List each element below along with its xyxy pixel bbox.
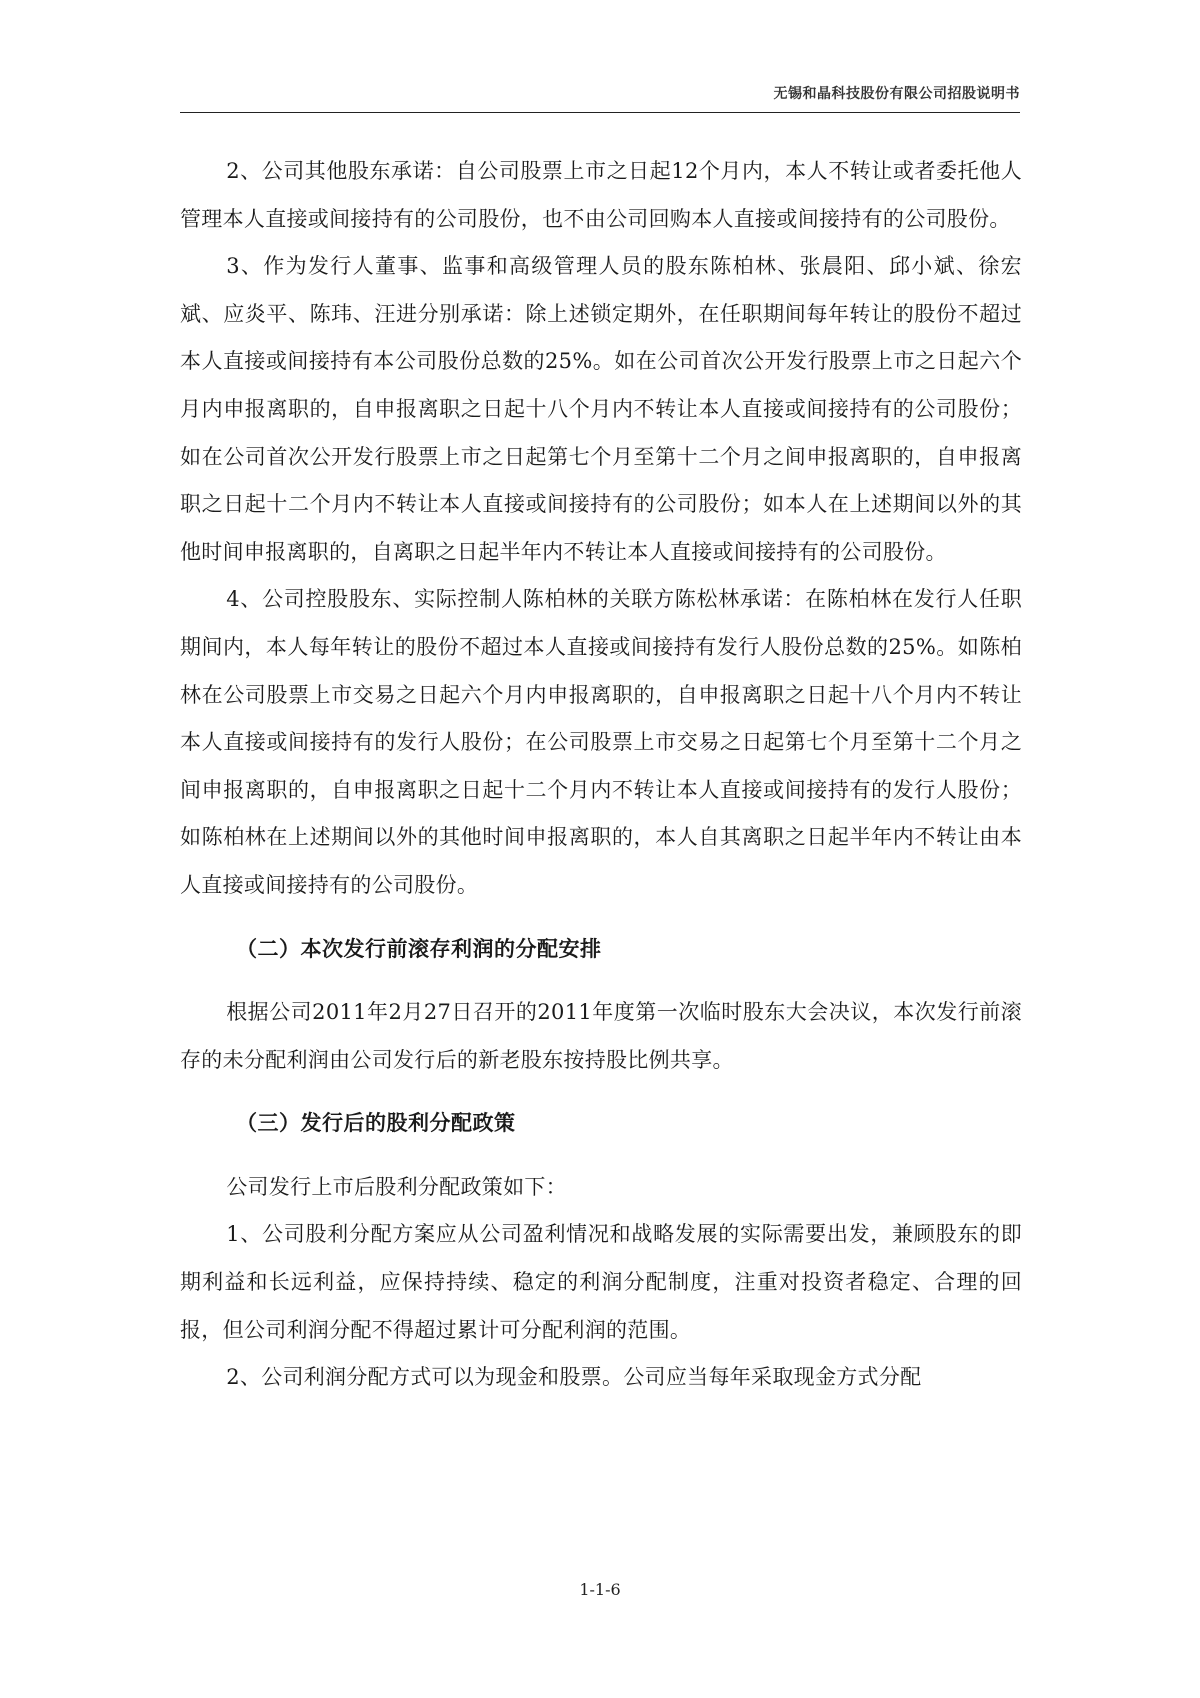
section-heading-retained-profits: （二）本次发行前滚存利润的分配安排 (236, 936, 602, 961)
section-heading-dividend-policy: （三）发行后的股利分配政策 (236, 1111, 516, 1136)
page-body (180, 148, 1022, 1402)
page-header (180, 84, 1020, 113)
paragraph-commitment-related-party: 4、公司控股股东、实际控制人陈柏林的关联方陈松林承诺：在陈柏林在发行人任职期间内，本人每年转让的股份不超过本人直接或间接持有发行人股份总数的25%。如陈柏林在公司股票上市交易之日起六个月内申报离职的，自申报离职之日起十八个月内不转让本人直接或间接持有的发行人股份；在公司股票上市交易之日起第七个月至第十二个月之间申报离职的，自申报离职之日起十二个月内不转让本人直接或间接持有的发行人股份；如陈柏林在上述期间以外的其他时间申报离职的，本人自其离职之日起半年内不转让由本人直接或间接持有的公司股份。 (180, 587, 1022, 897)
paragraph-dividend-item-2: 2、公司利润分配方式可以为现金和股票。公司应当每年采取现金方式分配 (226, 1365, 922, 1390)
document-title: 无锡和晶科技股份有限公司招股说明书 (773, 86, 1020, 102)
paragraph-retained-profits: 根据公司2011年2月27日召开的2011年度第一次临时股东大会决议，本次发行前滚存的未分配利润由公司发行后的新老股东按持股比例共享。 (180, 1000, 1022, 1072)
paragraph-commitment-other-shareholders: 2、公司其他股东承诺：自公司股票上市之日起12个月内，本人不转让或者委托他人管理本人直接或间接持有的公司股份，也不由公司回购本人直接或间接持有的公司股份。 (180, 159, 1022, 231)
paragraph-dividend-intro: 公司发行上市后股利分配政策如下： (226, 1174, 567, 1199)
page-number: 1-1-6 (579, 1580, 621, 1599)
paragraph-dividend-item-1: 1、公司股利分配方案应从公司盈利情况和战略发展的实际需要出发，兼顾股东的即期利益和长远利益，应保持持续、稳定的利润分配制度，注重对投资者稳定、合理的回报，但公司利润分配不得超过累计可分配利润的范围。 (180, 1222, 1022, 1342)
paragraph-commitment-directors: 3、作为发行人董事、监事和高级管理人员的股东陈柏林、张晨阳、邱小斌、徐宏斌、应炎平、陈玮、汪进分别承诺：除上述锁定期外，在任职期间每年转让的股份不超过本人直接或间接持有本公司股份总数的25%。如在公司首次公开发行股票上市之日起六个月内申报离职的，自申报离职之日起十八个月内不转让本人直接或间接持有的公司股份；如在公司首次公开发行股票上市之日起第七个月至第十二个月之间申报离职的，自申报离职之日起十二个月内不转让本人直接或间接持有的公司股份；如本人在上述期间以外的其他时间申报离职的，自离职之日起半年内不转让本人直接或间接持有的公司股份。 (180, 254, 1022, 564)
